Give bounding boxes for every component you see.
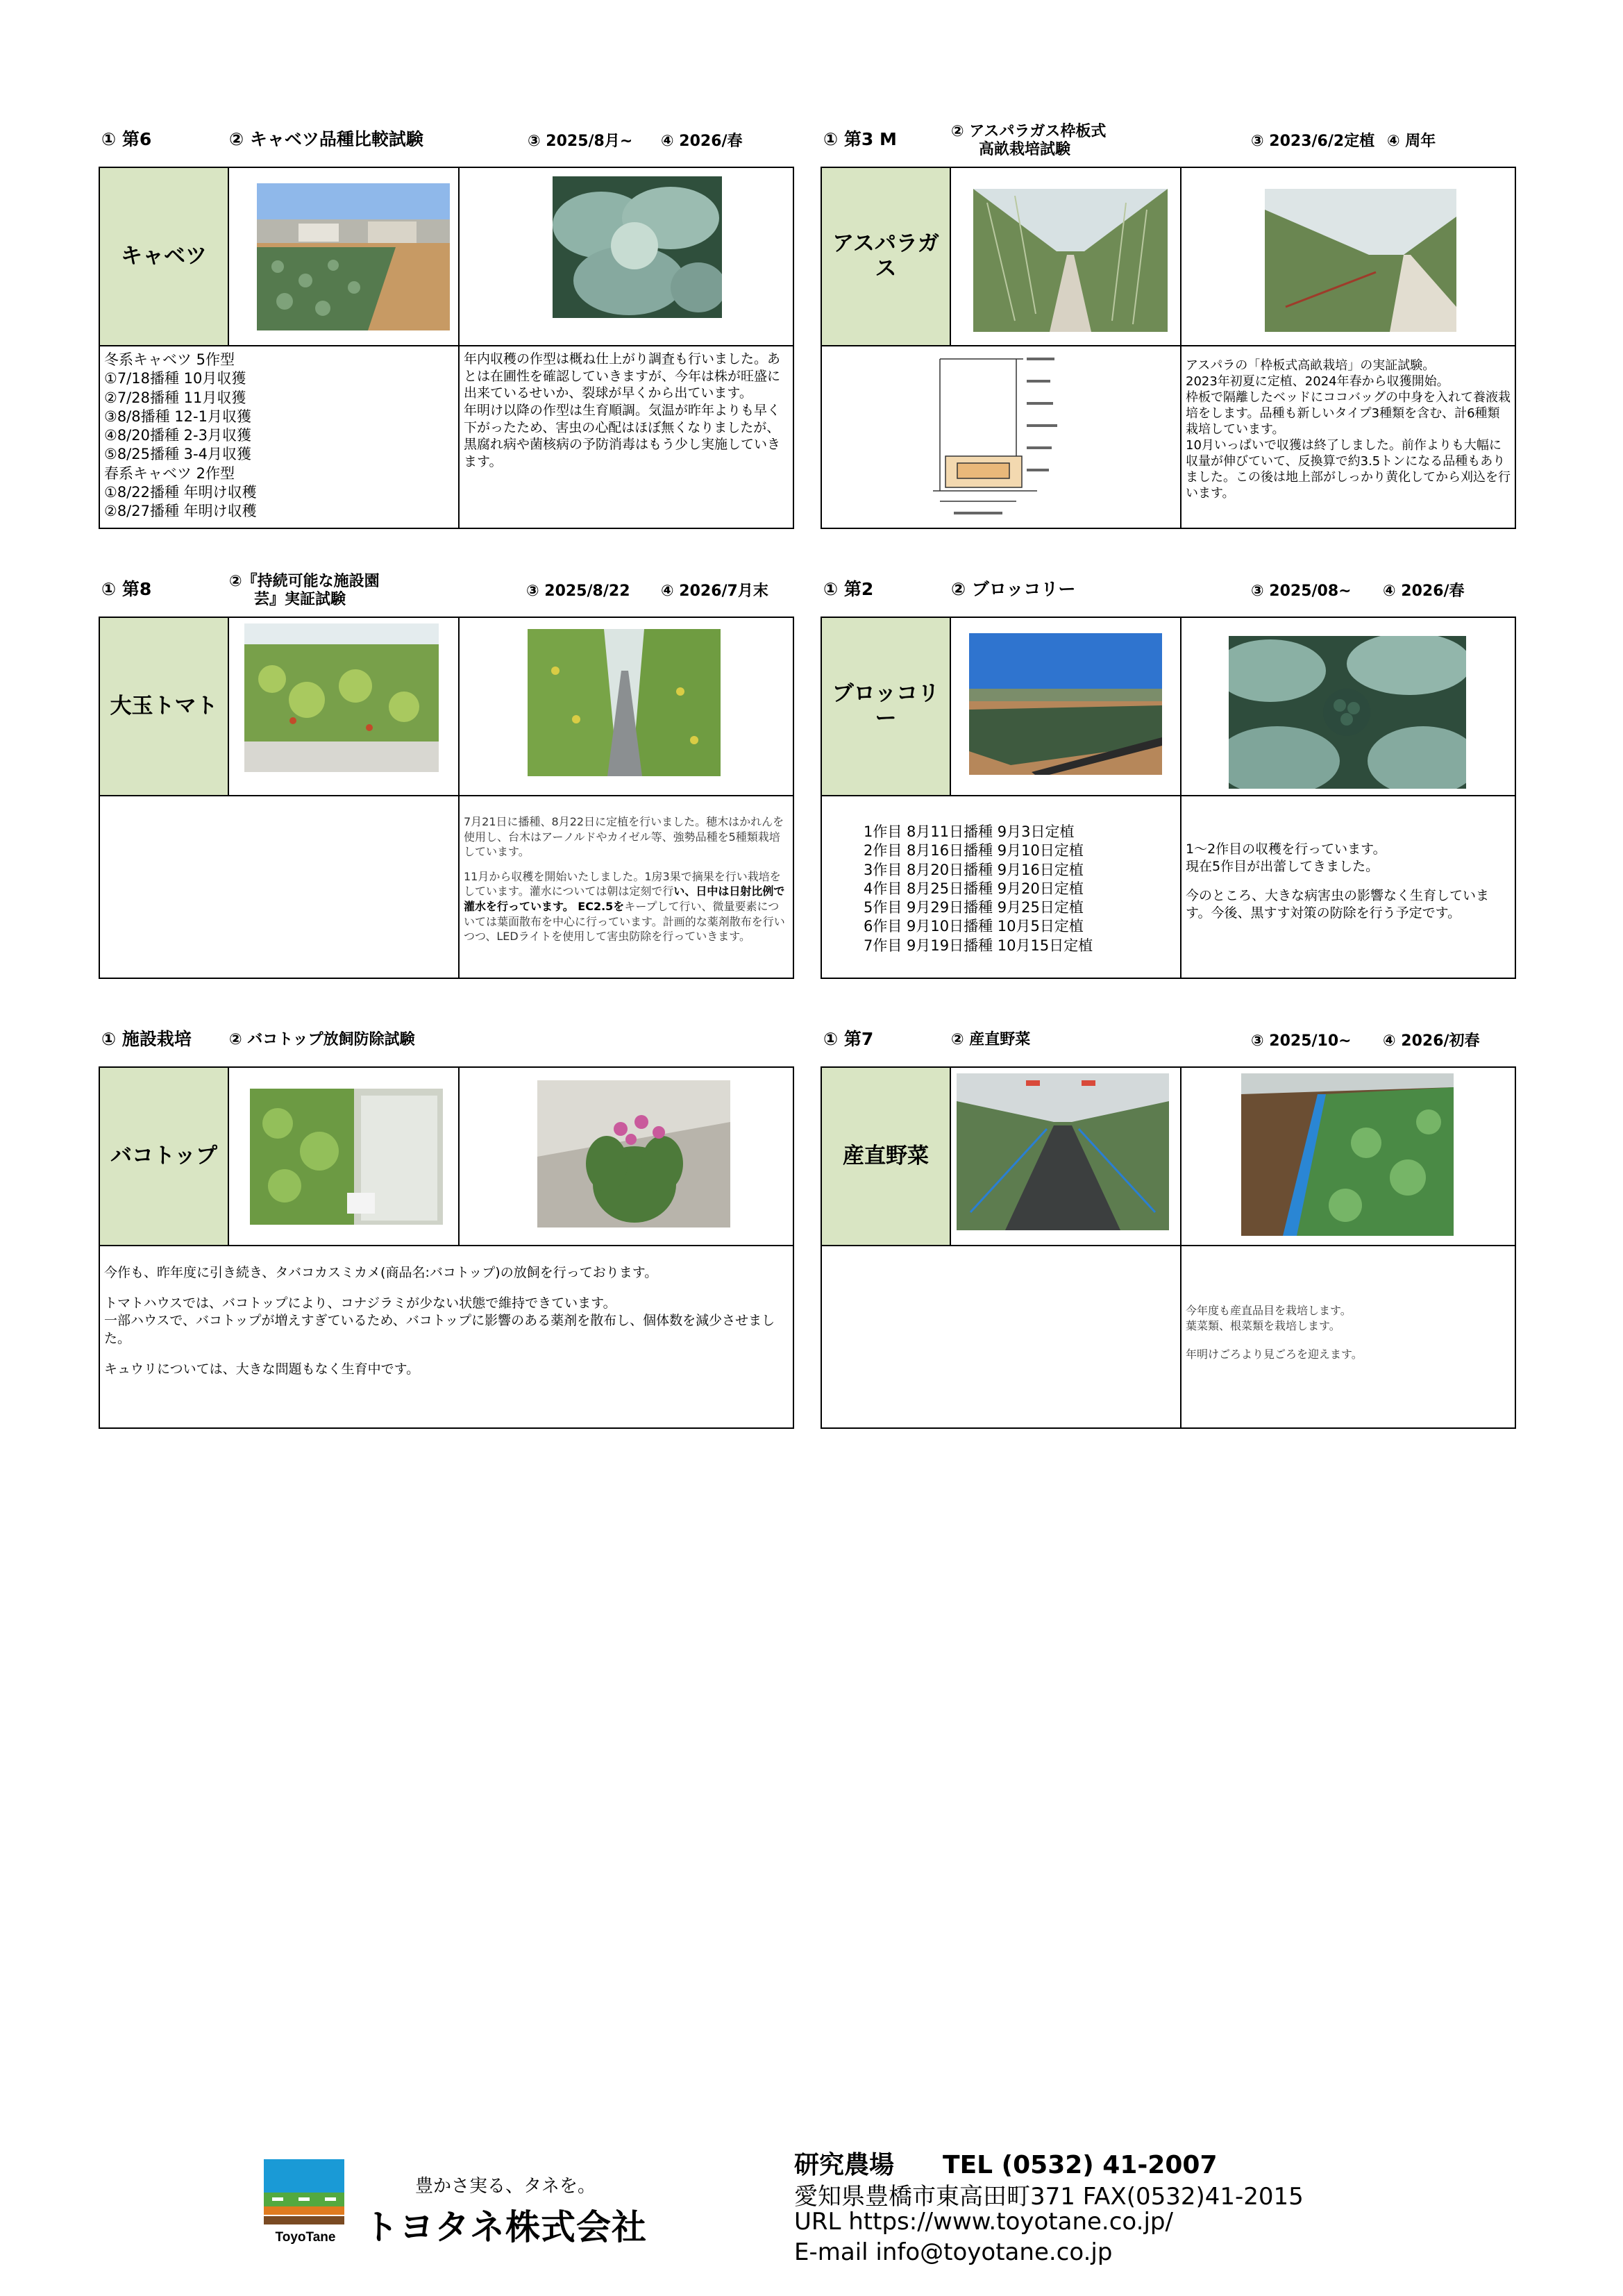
panel-number: ① 第7 xyxy=(823,1029,874,1049)
photo-cell xyxy=(229,168,460,346)
crop-name: バコトップ xyxy=(100,1068,229,1246)
notes-text: 11月から収穫を開始いたしました。1房3果で摘果を行い栽培をしています。灌水については朝は定刻で行 xyxy=(464,869,781,898)
broccoli-field-photo xyxy=(969,633,1162,775)
panel-title: ② 産直野菜 xyxy=(951,1031,1031,1048)
notes-paragraph: 年明けごろより見ごろを迎えます。 xyxy=(1186,1348,1363,1361)
spacer xyxy=(1186,1333,1511,1347)
notes-paragraph: 7月21日に播種、8月22日に定植を行いました。穂木はかれんを使用し、台木はアーノルドやカイゼル等、強勢品種を5種類栽培しています。 xyxy=(464,815,784,859)
notes-paragraph: トマトハウスでは、バコトップにより、コナジラミが少ない状態で維持できています。 一部ハウスで、バコトップが増えすぎているため、バコトップに影響のある薬剤を散布し、個体数を減少させました。 xyxy=(104,1295,775,1346)
broccoli-notes xyxy=(1181,796,1515,978)
logo-caption: ToyoTane xyxy=(275,2230,336,2245)
schedule-line: ①7/18播種 10月収獲 xyxy=(104,370,246,387)
panel-title: ② バコトップ放飼防除試験 xyxy=(229,1031,415,1048)
panel-period: ③ 2025/8月~ xyxy=(528,133,633,150)
notes-emphasis: い、日中は日射比例で灌水を行っています。 EC2.5を xyxy=(464,885,785,913)
empty-cell xyxy=(822,1246,1181,1427)
panel-number: ① 第2 xyxy=(823,579,874,599)
schedule-line: 4作目 8月25日播種 9月20日定植 xyxy=(864,880,1084,897)
schedule-line: ②8/27播種 年明け収穫 xyxy=(104,503,257,520)
sanchoku-notes xyxy=(1181,1246,1515,1427)
notes-paragraph xyxy=(464,869,789,944)
crop-name: 大玉トマト xyxy=(100,618,229,796)
spacer xyxy=(104,1282,789,1295)
crop-name: 産直野菜 xyxy=(822,1068,951,1246)
panel-box xyxy=(821,1066,1516,1429)
photo-cell xyxy=(1181,168,1515,346)
footer xyxy=(262,2145,1387,2270)
panel-box xyxy=(99,617,794,979)
tomato-row-photo xyxy=(528,629,721,776)
photo-cell xyxy=(460,168,793,346)
photo-cell xyxy=(951,168,1181,346)
crop-name: ブロッコリー xyxy=(822,618,951,796)
cabbage-closeup-photo xyxy=(553,176,722,318)
photo-cell xyxy=(229,1068,460,1246)
schedule-line: 1作目 8月11日播種 9月3日定植 xyxy=(864,823,1075,840)
panel-period: ③ 2025/8/22 xyxy=(526,583,630,600)
panel-title: ② キャベツ品種比較試験 xyxy=(229,129,423,149)
spacer xyxy=(1186,875,1511,887)
panel-period: ③ 2023/6/2定植 xyxy=(1251,133,1375,150)
asparagus-greenhouse-photo xyxy=(973,189,1168,332)
panel-title-line1: ② アスパラガス枠板式 xyxy=(951,123,1107,140)
bakotop-plant-photo xyxy=(537,1080,730,1227)
schedule-line: 6作目 9月10日播種 10月5日定植 xyxy=(864,918,1084,935)
spacer xyxy=(104,1348,789,1361)
empty-cell xyxy=(100,796,460,978)
schedule-line: ⑤8/25播種 3-4月収獲 xyxy=(104,446,251,463)
website-link[interactable]: URL https://www.toyotane.co.jp/ xyxy=(794,2208,1173,2236)
bakotop-notes xyxy=(100,1246,793,1427)
panel-end: ④ 2026/春 xyxy=(1383,583,1465,600)
schedule-line: ④8/20播種 2-3月収獲 xyxy=(104,427,251,444)
schedule-line: 2作目 8月16日播種 9月10日定植 xyxy=(864,842,1084,860)
schedule-line: ①8/22播種 年明け収穫 xyxy=(104,484,257,501)
panel-end: ④ 2026/初春 xyxy=(1383,1032,1480,1050)
address-fax: 愛知県豊橋市東高田町371 FAX(0532)41-2015 xyxy=(794,2183,1304,2211)
panel-box xyxy=(821,167,1516,529)
tel-number: TEL (0532) 41-2007 xyxy=(943,2151,1218,2179)
schedule-line: ③8/8播種 12-1月収獲 xyxy=(104,408,251,425)
schedule-line: 7作目 9月19日播種 10月15日定植 xyxy=(864,937,1093,954)
bed-cross-section-diagram xyxy=(926,352,1107,526)
crop-name: キャベツ xyxy=(100,168,229,346)
lab-name: 研究農場 xyxy=(794,2151,895,2179)
notes-paragraph: キュウリについては、大きな問題もなく生育中です。 xyxy=(104,1361,420,1377)
panel-title-line2: 芸』実証試験 xyxy=(254,591,346,608)
broccoli-schedule xyxy=(822,796,1181,978)
panel-number: ① 第8 xyxy=(101,579,152,599)
tomato-notes xyxy=(460,796,793,978)
panel-end: ④ 周年 xyxy=(1387,133,1436,150)
schedule-line: 3作目 8月20日播種 9月16日定植 xyxy=(864,861,1084,878)
panel-box xyxy=(821,617,1516,979)
photo-cell xyxy=(951,618,1181,796)
notes-paragraph: 今作も、昨年度に引き続き、タバコカスミカメ(商品名:バコトップ)の放飼を行っております。 xyxy=(104,1265,658,1280)
notes-paragraph: 1～2作目の収穫を行っています。 現在5作目が出蕾してきました。 xyxy=(1186,841,1386,874)
panel-end: ④ 2026/7月末 xyxy=(661,583,768,600)
bakotop-greenhouse-photo xyxy=(250,1089,443,1225)
schedule-line: 冬系キャベツ 5作型 xyxy=(104,351,235,368)
schedule-line: 春系キャベツ 2作型 xyxy=(104,464,235,482)
photo-cell xyxy=(229,618,460,796)
email-link[interactable]: E-mail info@toyotane.co.jp xyxy=(794,2238,1113,2266)
panel-period: ③ 2025/08~ xyxy=(1251,583,1352,600)
panel-end: ④ 2026/春 xyxy=(661,133,743,150)
panel-title-line2: 高畝栽培試験 xyxy=(979,141,1071,158)
tomato-greenhouse-photo xyxy=(244,623,439,772)
photo-cell xyxy=(1181,618,1515,796)
toyotane-logo-icon xyxy=(262,2159,346,2240)
contact-lab xyxy=(794,2145,1218,2181)
photo-cell xyxy=(460,1068,793,1246)
schedule-line: 5作目 9月29日播種 9月25日定植 xyxy=(864,899,1084,916)
panel-number: ① 第3 M xyxy=(823,129,897,149)
panel-title-line1: ②『持続可能な施設園 xyxy=(229,573,380,590)
notes-paragraph: 今のところ、大きな病害虫の影響なく生育しています。今後、黒すす対策の防除を行う予定です。 xyxy=(1186,888,1490,921)
panel-period: ③ 2025/10~ xyxy=(1251,1032,1352,1050)
panel-box xyxy=(99,167,794,529)
sanchoku-bed-photo xyxy=(1241,1073,1454,1236)
sanchoku-greenhouse-photo xyxy=(957,1073,1169,1230)
spacer xyxy=(464,860,789,869)
company-name: トヨタネ株式会社 xyxy=(364,2207,647,2247)
schedule-line: ②7/28播種 11月収獲 xyxy=(104,389,246,406)
diagram-cell xyxy=(822,346,1181,528)
panel-number: ① 施設栽培 xyxy=(101,1029,192,1049)
notes-text: キープして行い、微量要素については葉面散布を中心に行っています。計画的な薬剤散布を行いつつ、LEDライトを使用して害虫防除を行っていきます。 xyxy=(464,899,785,944)
cabbage-notes: 年内収穫の作型は概ね仕上がり調査も行いました。あとは在圃性を確認していきますが、今年は株が旺盛に出来ているせいか、裂球が早くから出ています。 年明け以降の作型は生育順調。気温が昨年よりも早く下がったため、害虫の心配はほぼ無くなりましたが、黒腐れ病や菌核病の予防消毒はもう少し実施していきます。 xyxy=(464,351,781,470)
panel-title: ② ブロッコリー xyxy=(951,579,1076,599)
panel-number: ① 第6 xyxy=(101,129,152,149)
panel-box xyxy=(99,1066,794,1429)
crop-name: アスパラガス xyxy=(822,168,951,346)
asparagus-notes: アスパラの「枠板式高畝栽培」の実証試験。 2023年初夏に定植、2024年春から収獲開始。 枠板で隔離したベッドにココバッグの中身を入れて養液栽培をします。品種も新しいタイプ3種類を含む、計6種類栽培しています。 10月いっぱいで収獲は終了しました。前作よりも大幅に収量が伸びていて、反換算で約3.5トンになる品種もありました。この後は地上部がしっかり黄化してから刈込を行います。 xyxy=(1186,358,1511,501)
cabbage-field-photo xyxy=(257,183,450,330)
asparagus-row-photo xyxy=(1265,189,1456,332)
photo-cell xyxy=(460,618,793,796)
notes-paragraph: 今年度も産直品目を栽培します。 葉菜類、根菜類を栽培します。 xyxy=(1186,1304,1352,1332)
broccoli-closeup-photo xyxy=(1229,636,1466,789)
photo-cell xyxy=(951,1068,1181,1246)
slogan: 豊かさ実る、タネを。 xyxy=(415,2176,596,2197)
photo-cell xyxy=(1181,1068,1515,1246)
cabbage-schedule xyxy=(100,346,460,528)
